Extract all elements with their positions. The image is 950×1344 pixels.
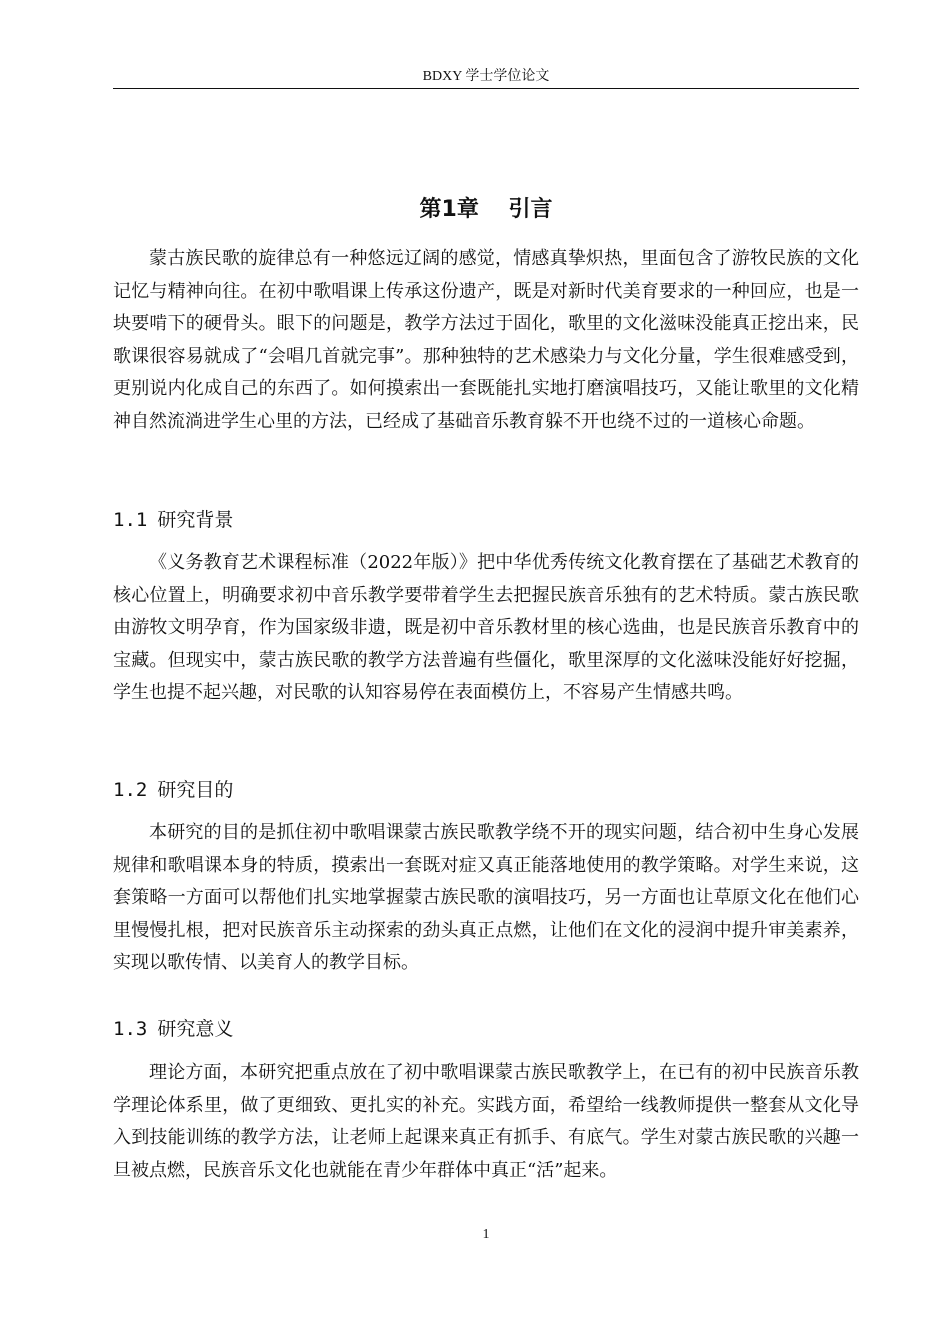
section-heading-1-3: [113, 1015, 859, 1043]
section-1-1-paragraph: 《义务教育艺术课程标准（2022年版）》把中华优秀传统文化教育摆在了基础艺术教育的核心位置上，明确要求初中音乐教学要带着学生去把握民族音乐独有的艺术特质。蒙古族民歌由游牧文明孕育，作为国家级非遗，既是初中音乐教材里的核心选曲，也是民族音乐教育中的宝藏。但现实中，蒙古族民歌的教学方法普遍有些僵化，歌里深厚的文化滋味没能好好挖掘，学生也提不起兴趣，对民歌的认知容易停在表面模仿上，不容易产生情感共鸣。: [113, 552, 859, 703]
section-1-2-paragraph: 本研究的目的是抓住初中歌唱课蒙古族民歌教学绕不开的现实问题，结合初中生身心发展规律和歌唱课本身的特质，摸索出一套既对症又真正能落地使用的教学策略。对学生来说，这套策略一方面可以帮他们扎实地掌握蒙古族民歌的演唱技巧，另一方面也让草原文化在他们心里慢慢扎根，把对民族音乐主动探索的劲头真正点燃，让他们在文化的浸润中提升审美素养，实现以歌传情、以美育人的教学目标。: [113, 822, 859, 973]
header-rule: [113, 88, 859, 89]
running-header: BDXY 学士学位论文: [422, 69, 550, 84]
page-number: 1: [482, 1227, 490, 1242]
section-title: 研究意义: [157, 1018, 234, 1040]
section-1-3-paragraph: 理论方面，本研究把重点放在了初中歌唱课蒙古族民歌教学上，在已有的初中民族音乐教学理论体系里，做了更细致、更扎实的补充。实践方面，希望给一线教师提供一整套从文化导入到技能训练的教学方法，让老师上起课来真正有抓手、有底气。学生对蒙古族民歌的兴趣一旦被点燃，民族音乐文化也就能在青少年群体中真正“活”起来。: [113, 1062, 859, 1181]
section-heading-1-1: [113, 506, 859, 534]
section-title: 研究背景: [157, 509, 234, 531]
chapter-title: 第1章 引言: [419, 196, 553, 222]
section-heading-1-2: [113, 776, 859, 804]
section-number: 1.3: [113, 1018, 148, 1040]
section-number: 1.2: [113, 779, 148, 801]
intro-paragraph: 蒙古族民歌的旋律总有一种悠远辽阔的感觉，情感真挚炽热，里面包含了游牧民族的文化记忆与精神向往。在初中歌唱课上传承这份遗产，既是对新时代美育要求的一种回应，也是一块要啃下的硬骨头。眼下的问题是，教学方法过于固化，歌里的文化滋味没能真正挖出来，民歌课很容易就成了“会唱几首就完事”。那种独特的艺术感染力与文化分量，学生很难感受到，更别说内化成自己的东西了。如何摸索出一套既能扎实地打磨演唱技巧，又能让歌里的文化精神自然流淌进学生心里的方法，已经成了基础音乐教育躲不开也绕不过的一道核心命题。: [113, 248, 859, 432]
section-number: 1.1: [113, 509, 148, 531]
section-title: 研究目的: [157, 779, 234, 801]
